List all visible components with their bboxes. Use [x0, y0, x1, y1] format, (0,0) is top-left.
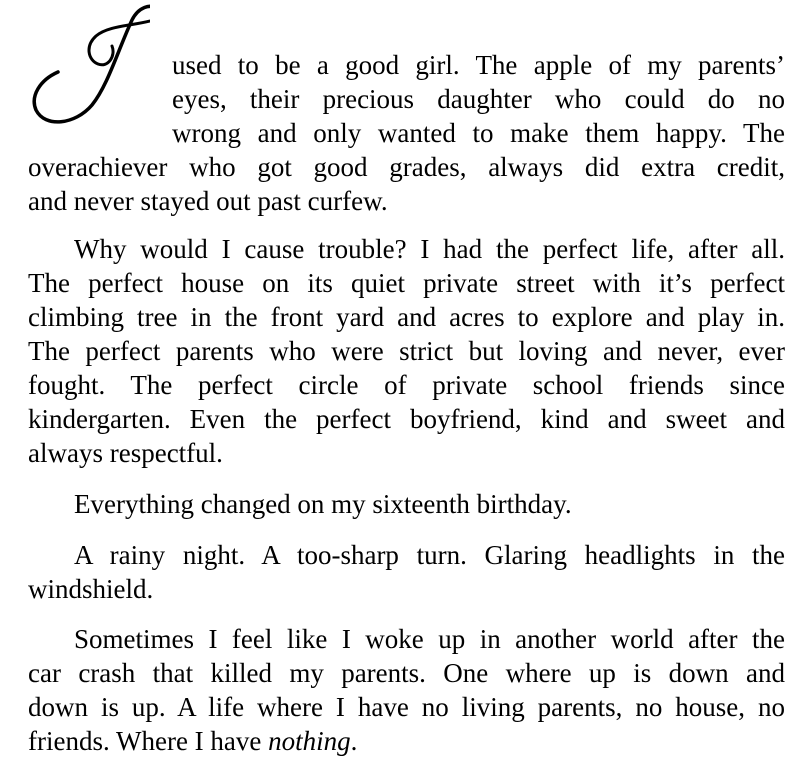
paragraph-5-line-4-end: . — [350, 726, 358, 756]
paragraph-5-line-3: down is up. A life where I have no living parents, no house, no — [28, 692, 785, 722]
paragraph-5-line-2: car crash that killed my parents. One where up is down and — [28, 658, 785, 688]
paragraph-1-line-3: wrong and only wanted to make them happy. The — [172, 118, 785, 148]
paragraph-2-line-6: kindergarten. Even the perfect boyfriend, kind and sweet and — [28, 404, 785, 434]
paragraph-1-line-4: overachiever who got good grades, always did extra credit, — [28, 152, 785, 182]
paragraph-2-line-5: fought. The perfect circle of private school friends since — [28, 370, 785, 400]
paragraph-5-line-4 — [28, 724, 785, 758]
paragraph-1-line-1: used to be a good girl. The apple of my parents’ — [172, 50, 785, 80]
drop-cap-letter-i — [0, 0, 150, 130]
emphasis-nothing: nothing — [268, 726, 351, 756]
paragraph-4-line-1: A rainy night. A too-sharp turn. Glaring headlights in the — [74, 540, 785, 570]
paragraph-2-line-3: climbing tree in the front yard and acres to explore and play in. — [28, 302, 785, 332]
drop-cap-script-i-icon — [0, 0, 150, 130]
paragraph-2-line-1: Why would I cause trouble? I had the perfect life, after all. — [74, 234, 785, 264]
paragraph-4-line-2: windshield. — [28, 574, 154, 604]
paragraph-3-line-1: Everything changed on my sixteenth birthday. — [74, 489, 572, 519]
paragraph-2-line-2: The perfect house on its quiet private street with it’s perfect — [28, 268, 785, 298]
paragraph-1-line-5: and never stayed out past curfew. — [28, 186, 388, 216]
paragraph-5-line-4-text: friends. Where I have — [28, 726, 269, 756]
paragraph-5-line-1: Sometimes I feel like I woke up in another world after the — [74, 624, 785, 654]
paragraph-2-line-7: always respectful. — [28, 438, 223, 468]
paragraph-1-line-2: eyes, their precious daughter who could do no — [172, 84, 785, 114]
paragraph-2-line-4: The perfect parents who were strict but loving and never, ever — [28, 336, 785, 366]
